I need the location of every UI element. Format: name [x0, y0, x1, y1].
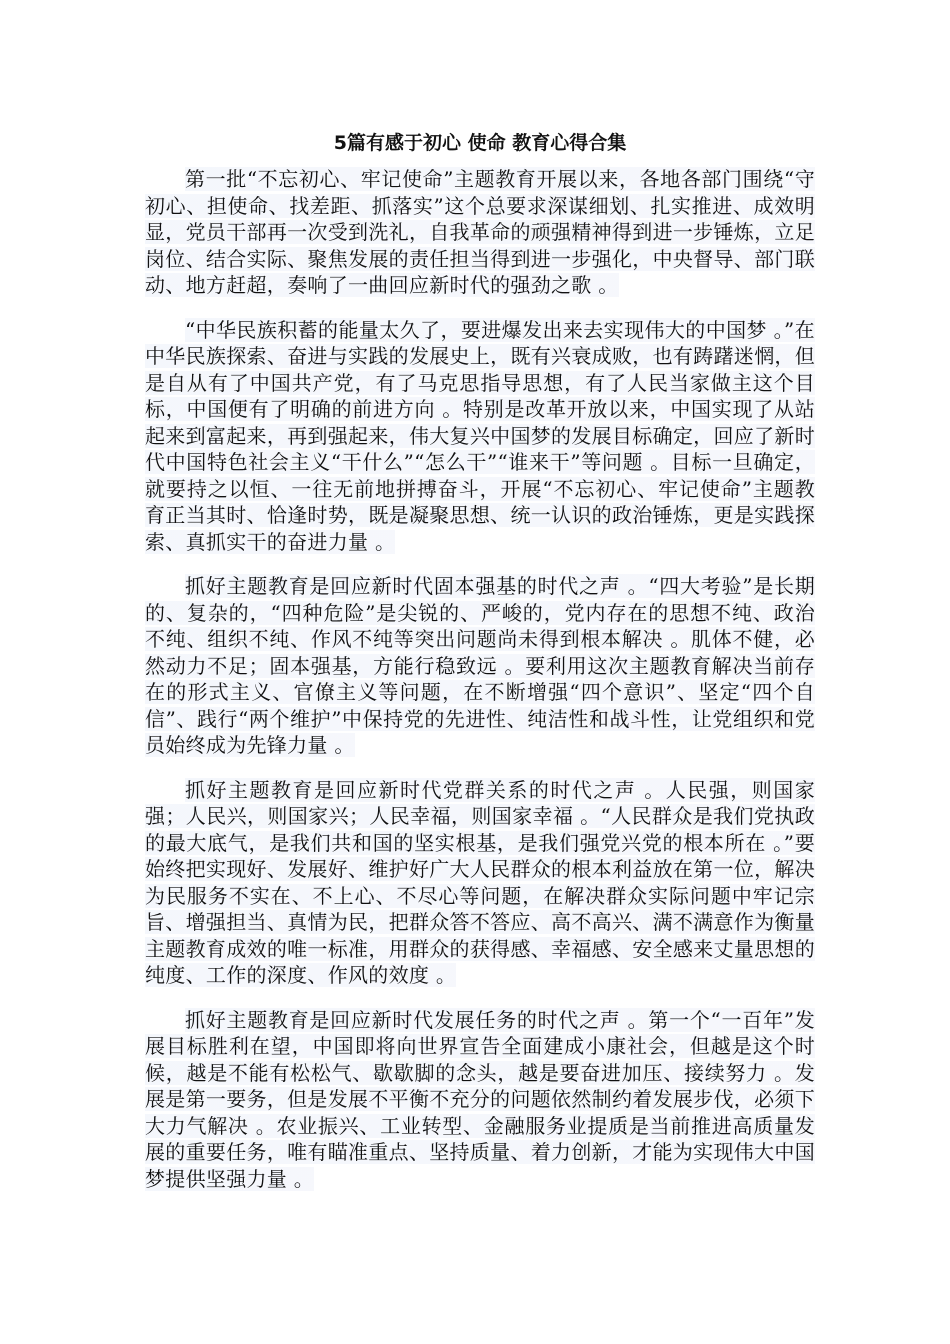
paragraph-3	[145, 573, 815, 759]
paragraph-2-text: “中华民族积蓄的能量太久了，要进爆发出来去实现伟大的中国梦 。”在中华民族探索、奋进与实践的发展史上，既有兴衰成败，也有踌躇迷惘，但是自从有了中国共产党，有了马克思指导思想，有了人民当家做主这个目标，中国便有了明确的前进方向 。特别是改革开放以来，中国实现了从站起来到富起来，再到强起来，伟大复兴中国梦的发展目标确定，回应了新时代中国特色社会主义“干什么”“怎么干”“谁来干”等问题 。目标一旦确定，就要持之以恒、一往无前地拼搏奋斗，开展“不忘初心、牢记使命”主题教育正当其时、恰逢时势，既是凝聚思想、统一认识的政治锤炼，更是实践探索、真抓实干的奋进力量 。	[145, 317, 815, 554]
paragraph-5	[145, 1007, 815, 1193]
paragraph-2	[145, 317, 815, 556]
document-title: 5篇有感于初心 使命 教育心得合集	[333, 132, 627, 154]
document-page	[145, 128, 815, 1210]
paragraph-4-text: 抓好主题教育是回应新时代党群关系的时代之声 。人民强，则国家强；人民兴，则国家兴；人民幸福，则国家幸福 。“人民群众是我们党执政的最大底气，是我们共和国的坚实根基，是我们强党兴党的根本所在 。”要始终把实现好、发展好、维护好广大人民群众的根本利益放在第一位，解决为民服务不实在、不上心、不尽心等问题，在解决群众实际问题中牢记宗旨、增强担当、真情为民，把群众答不答应、高不高兴、满不满意作为衡量主题教育成效的唯一标准，用群众的获得感、幸福感、安全感来丈量思想的纯度、工作的深度、作风的效度 。	[145, 777, 815, 987]
paragraph-1	[145, 166, 815, 299]
paragraph-3-text: 抓好主题教育是回应新时代固本强基的时代之声 。“四大考验”是长期的、复杂的，“四种危险”是尖锐的、严峻的，党内存在的思想不纯、政治不纯、组织不纯、作风不纯等突出问题尚未得到根本解决 。肌体不健，必然动力不足；固本强基，方能行稳致远 。要利用这次主题教育解决当前存在的形式主义、官僚主义等问题，在不断增强“四个意识”、坚定“四个自信”、践行“两个维护”中保持党的先进性、纯洁性和战斗性，让党组织和党员始终成为先锋力量 。	[145, 574, 815, 757]
paragraph-4	[145, 777, 815, 989]
paragraph-5-text: 抓好主题教育是回应新时代发展任务的时代之声 。第一个“一百年”发展目标胜利在望，中国即将向世界宣告全面建成小康社会，但越是这个时候，越是不能有松松气、歇歇脚的念头，越是要奋进加压、接续努力 。发展是第一要务，但是发展不平衡不充分的问题依然制约着发展步伐，必须下大力气解决 。农业振兴、工业转型、金融服务业提质是当前推进高质量发展的重要任务，唯有瞄准重点、坚持质量、着力创新，才能为实现伟大中国梦提供坚强力量 。	[145, 1007, 815, 1191]
paragraph-1-text: 第一批“不忘初心、牢记使命”主题教育开展以来，各地各部门围绕“守初心、担使命、找差距、抓落实”这个总要求深谋细划、扎实推进、成效明显，党员干部再一次受到洗礼，自我革命的顽强精神得到进一步锤炼，立足岗位、结合实际、聚焦发展的责任担当得到进一步强化，中央督导、部门联动、地方赶超，奏响了一曲回应新时代的强劲之歌 。	[145, 167, 815, 297]
